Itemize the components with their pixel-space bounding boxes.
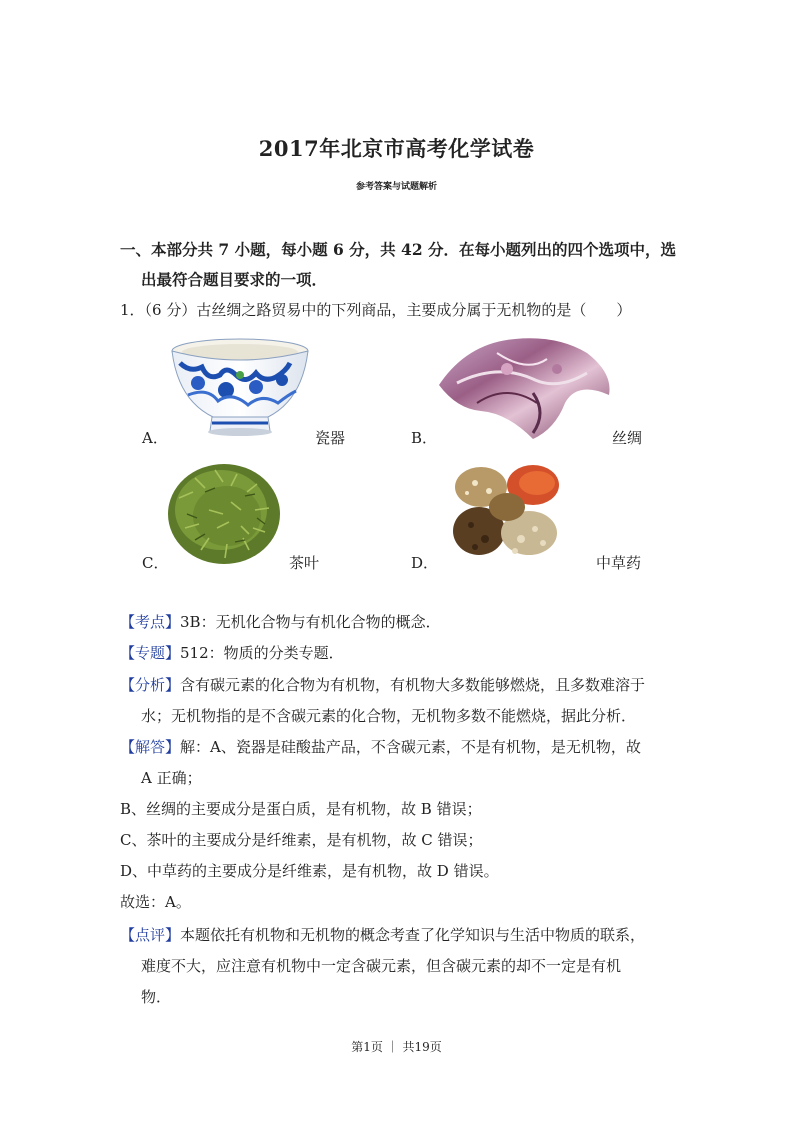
section-heading-line1: 一、本部分共 7 小题，每小题 6 分，共 42 分．在每小题列出的四个选项中，选 [120, 240, 677, 259]
tea-leaves-image [165, 458, 283, 568]
jieda-text-1: 解：A、瓷器是硅酸盐产品，不含碳元素，不是有机物，是无机物，故 [180, 738, 641, 756]
zhuanti-text: 512：物质的分类专题． [180, 644, 344, 662]
jieda-tag: 【解答】 [120, 738, 181, 756]
page-subtitle: 参考答案与试题解析 [355, 182, 437, 192]
porcelain-bowl-image [168, 335, 313, 440]
jieda-row [120, 737, 641, 757]
option-c-letter: C． [142, 554, 169, 572]
jieda-line-d: D、中草药的主要成分是纤维素，是有机物，故 D 错误。 [120, 862, 499, 880]
page-footer: 第1页 ｜ 共19页 [351, 1040, 442, 1054]
page-title: 2017年北京市高考化学试卷 [258, 136, 535, 161]
section-heading-line2: 出最符合题目要求的一项． [141, 270, 328, 289]
option-c-label: 茶叶 [289, 554, 320, 572]
kaodian-text: 3B：无机化合物与有机化合物的概念． [180, 613, 441, 631]
dianping-tag: 【点评】 [120, 926, 181, 944]
dianping-text-2: 难度不大，应注意有机物中一定含碳元素，但含碳元素的却不一定是有机 [141, 957, 622, 975]
option-b-letter: B． [411, 429, 438, 447]
zhuanti-tag: 【专题】 [120, 644, 181, 662]
dianping-text-1: 本题依托有机物和无机物的概念考查了化学知识与生活中物质的联系， [180, 926, 646, 944]
chinese-herbs-image [451, 459, 563, 563]
option-d-label: 中草药 [596, 554, 642, 572]
jieda-line-b: B、丝绸的主要成分是蛋白质，是有机物，故 B 错误； [120, 800, 482, 818]
question-stem: 1．（6 分）古丝绸之路贸易中的下列商品，主要成分属于无机物的是（ ） [120, 301, 632, 319]
fenxi-text-2: 水；无机物指的是不含碳元素的化合物，无机物多数不能燃烧，据此分析． [141, 707, 637, 725]
jieda-text-2: A 正确； [141, 769, 202, 787]
jieda-line-c: C、茶叶的主要成分是纤维素，是有机物，故 C 错误； [120, 831, 483, 849]
kaodian-row [120, 612, 441, 632]
zhuanti-row [120, 643, 344, 663]
fenxi-tag: 【分析】 [120, 676, 181, 694]
fenxi-text-1: 含有碳元素的化合物为有机物，有机物大多数能够燃烧，且多数难溶于 [180, 676, 646, 694]
dianping-row [120, 925, 645, 945]
kaodian-tag: 【考点】 [120, 613, 181, 631]
silk-scarf-image [437, 333, 615, 441]
option-a-letter: A． [142, 429, 168, 447]
option-b-label: 丝绸 [612, 429, 643, 447]
dianping-text-3: 物． [141, 988, 172, 1006]
answer-line: 故选：A。 [120, 893, 191, 911]
fenxi-row [120, 675, 645, 695]
option-d-letter: D． [411, 554, 439, 572]
option-a-label: 瓷器 [315, 429, 346, 447]
